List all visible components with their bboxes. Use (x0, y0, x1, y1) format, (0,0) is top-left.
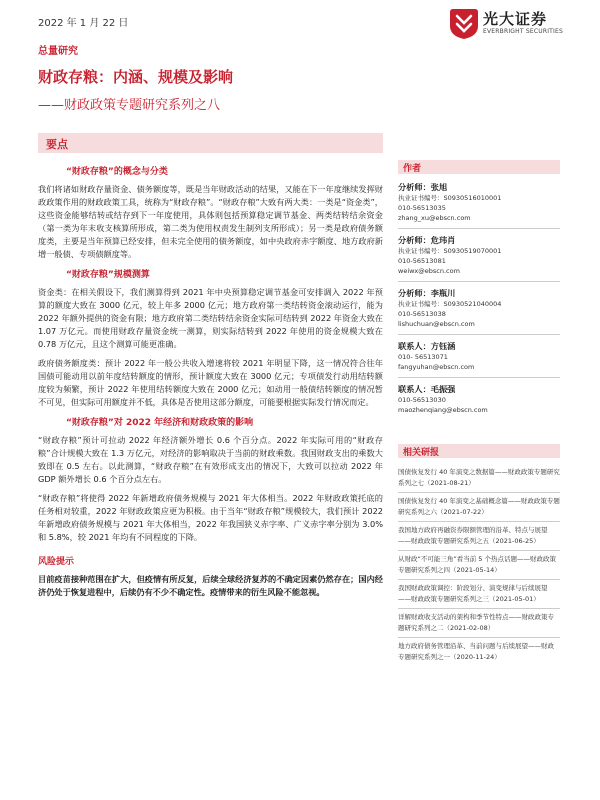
paragraph: 我们将诸如财政存量资金、债务额度等，既是当年财政活动的结果，又能在下一年度继续发挥财政政策作用的财政政策工具，统称为“财政存粮”。“财政存粮”大致有两大类：一类是“资金类”，这些资金能够结转或结存到下一年度使用，具体则包括预算稳定调节基金、两类结转结余资金（第一类为年末收支核算所形成，第二类为使用权责发生制列支所形成）；另一类是政府债务额度类，主要是当年预算已经安排，但未完全使用的债务额度，如中央政府赤字额度、地方政府新增一般债、专项债额度等。 (38, 184, 383, 259)
author-phone: 010-56513038 (398, 310, 446, 318)
paragraph: 政府债务额度类：预计 2022 年一般公共收入增速将较 2021 年明显下降，这一情况符合往年国债可能动用以前年度结转额度的情形，预计额度大致在 3000 亿元；专项债发行动用结转额度较为频繁，预计 2022 年使用结转额度大致在 2000 亿元；如动用一般债结转额度的情况暂不可见，但实际可用额度并不低，具体是否使用这部分额度，可能要根据实际发行情况而定。 (38, 358, 383, 407)
logo-text: 光大证券 (483, 10, 548, 28)
related-report-item[interactable]: 地方政府债务管理沿革、当前问题与后续展望——财政专题研究系列之一（2020-11-24） (398, 642, 554, 661)
author-email[interactable]: weiwx@ebscn.com (398, 267, 460, 275)
author-phone: 010-56513081 (398, 257, 446, 265)
risk-text: 目前疫苗接种范围在扩大，但疫情有所反复，后续全球经济复苏的不确定因素仍然存在；国内经济仍处于恢复进程中，后续仍有不少不确定性。疫情带来的衍生风险不能忽视。 (38, 574, 383, 597)
related-reports-label: 相关研报 (403, 448, 440, 458)
author-email[interactable]: lishuchuan@ebscn.com (398, 320, 475, 328)
author-phone: 010-56513035 (398, 204, 446, 212)
author-name: 分析师：危玮肖 (398, 235, 456, 245)
authors-label: 作者 (403, 164, 422, 174)
author-block (398, 286, 560, 335)
key-points-bar (38, 133, 383, 153)
key-points-body (38, 160, 383, 599)
report-date: 2022 年 1 月 22 日 (38, 18, 129, 29)
related-reports-bar (398, 444, 560, 458)
author-block (398, 233, 560, 282)
contact-email[interactable]: maozhenqiang@ebscn.com (398, 406, 488, 414)
paragraph: “财政存粮”预计可拉动 2022 年经济额外增长 0.6 个百分点。2022 年实际可用的“财政存粮”合计规模大致在 1.3 万亿元，对经济的影响取决于当前的财政乘数。我国财政支出的乘数大致即在 0.5 左右。以此测算，“财政存粮”在有效形成支出的情况下，大致可以拉动 2022 年 GDP 额外增长 0.6 个百分点左右。 (38, 435, 383, 484)
section-heading: “财政存粮”规模测算 (66, 270, 150, 280)
contact-block (398, 339, 560, 378)
contact-phone: 010-56513030 (398, 396, 446, 404)
report-title: 财政存粮：内涵、规模及影响 (38, 68, 234, 86)
contact-name: 联系人：毛振强 (398, 384, 456, 394)
contact-name: 联系人：方钰涵 (398, 341, 456, 351)
key-points-label: 要点 (46, 138, 68, 151)
sidebar (398, 160, 560, 666)
logo-subtext: EVERBRIGHT SECURITIES (483, 28, 563, 35)
contact-block (398, 382, 560, 420)
related-report-item[interactable]: 详解财政收支活动的架构和季节性特点——财政政策专题研究系列之二（2021-02-08） (398, 609, 560, 638)
everbright-logo-icon (449, 6, 479, 40)
risk-heading: 风险提示 (38, 557, 75, 567)
author-license: 执业证书编号：S0930521040004 (398, 300, 502, 308)
related-report-item[interactable]: 国债恢复发行 40 年演变之数据篇——财政政策专题研究系列之七（2021-08-21） (398, 464, 560, 493)
author-license: 执业证书编号：S0930519070001 (398, 247, 502, 255)
author-email[interactable]: zhang_xu@ebscn.com (398, 214, 471, 222)
section-heading: “财政存粮”的概念与分类 (66, 167, 168, 177)
section-heading: “财政存粮”对 2022 年经济和财政政策的影响 (66, 418, 254, 428)
authors-bar (398, 160, 560, 174)
related-report-item[interactable]: 我国财政政策调控：阶段划分、演变规律与后续展望——财政政策专题研究系列之三（2021-05-01） (398, 580, 560, 609)
paragraph: “财政存粮”将使得 2022 年新增政府债务规模与 2021 年大体相当。2022 年财政政策托底的任务相对较重，2022 年财政政策应更为积极。由于当年“财政存粮”规模较大，我们预计 2022 年新增政府债务规模与 2021 年大体相当，2022 年我国狭义赤字率、广义赤字率分别为 3.0%和 5.8%，较 2021 年均有不同程度的下降。 (38, 493, 383, 542)
contact-phone: 010- 56513071 (398, 353, 448, 361)
related-report-item[interactable]: 从财政“不可能三角”看当前 5 个热点话题——财政政策专题研究系列之四（2021-05-14） (398, 551, 560, 580)
paragraph: 资金类：在相关假设下，我们测算得到 2021 年中央预算稳定调节基金可安排调入 2022 年预算的额度大致在 3000 亿元，较上年多 2000 亿元；地方政府第一类结转资金滚动运行，能为 2022 年额外提供的资金有限；地方政府第二类结转结余资金实际可结转到 2022 年资金大致在 1.07 万亿元。而使用财政存量资金统一测算，则实际结转到 2022 年使用的资金规模大致在 0.78 万亿元，且这个测算可能更准确。 (38, 287, 383, 349)
contact-email[interactable]: fangyuhan@ebscn.com (398, 363, 475, 371)
author-block (398, 180, 560, 229)
related-report-item[interactable]: 国债恢复发行 40 年演变之基础概念篇——财政政策专题研究系列之六（2021-07-22） (398, 493, 560, 522)
logo (449, 6, 599, 42)
report-subtitle: ——财政政策专题研究系列之八 (38, 98, 221, 113)
report-type: 总量研究 (38, 46, 78, 57)
related-report-item[interactable]: 我国地方政府再融资券限额管理的沿革、特点与展望——财政政策专题研究系列之五（2021-06-25） (398, 522, 560, 551)
author-name: 分析师：张旭 (398, 182, 448, 192)
author-license: 执业证书编号：S0930516010001 (398, 194, 502, 202)
author-name: 分析师：李瓶川 (398, 288, 456, 298)
